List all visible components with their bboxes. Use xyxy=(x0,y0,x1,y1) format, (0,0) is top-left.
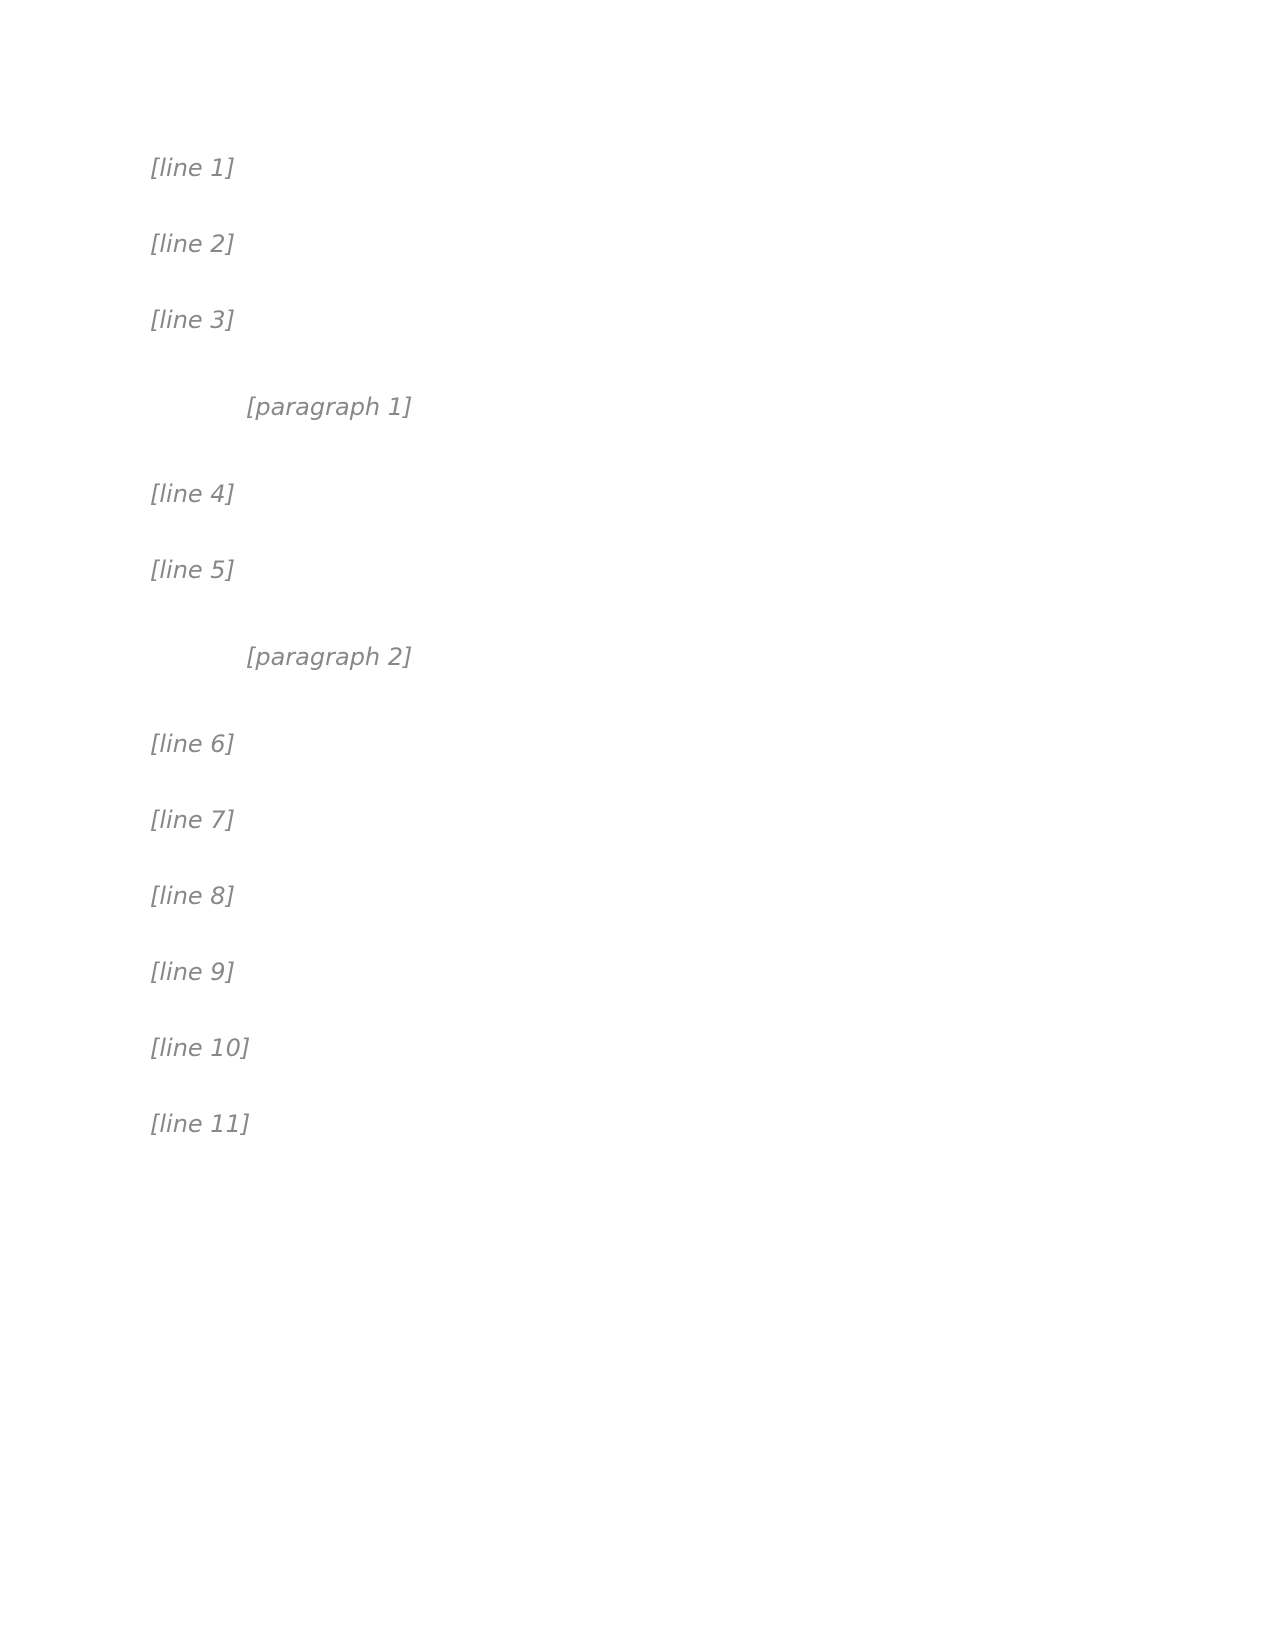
document-body xyxy=(150,152,1125,1140)
narrative-paragraph: [paragraph 2] xyxy=(246,643,413,671)
dialogue-line: [line 7] xyxy=(150,806,235,834)
dialogue-line: [line 6] xyxy=(150,730,235,758)
dialogue-line: [line 2] xyxy=(150,230,235,258)
dialogue-line: [line 10] xyxy=(150,1034,251,1062)
dialogue-line: [line 3] xyxy=(150,306,235,334)
dialogue-line: [line 5] xyxy=(150,556,235,584)
dialogue-line: [line 11] xyxy=(150,1110,251,1138)
dialogue-line: [line 9] xyxy=(150,958,235,986)
narrative-paragraph: [paragraph 1] xyxy=(246,393,413,421)
dialogue-line: [line 8] xyxy=(150,882,235,910)
dialogue-line: [line 4] xyxy=(150,480,235,508)
dialogue-line: [line 1] xyxy=(150,154,235,182)
